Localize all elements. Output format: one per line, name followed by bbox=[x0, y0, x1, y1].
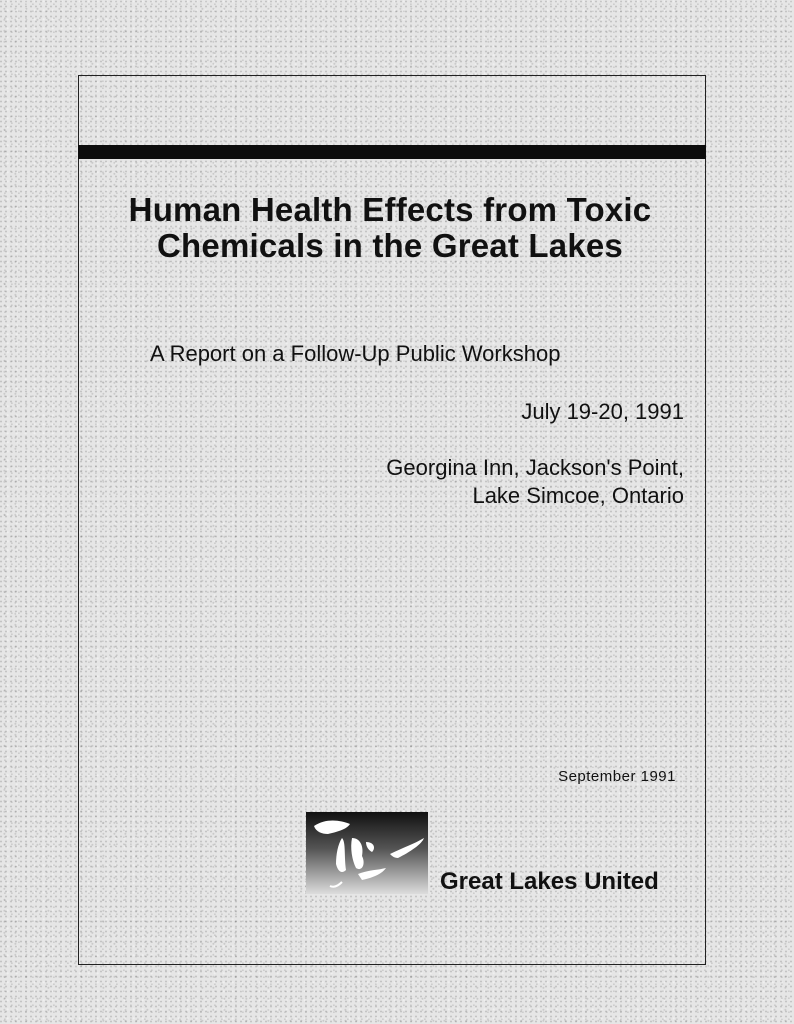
great-lakes-map-icon bbox=[306, 812, 428, 894]
report-subtitle: A Report on a Follow-Up Public Workshop bbox=[150, 341, 561, 366]
title-line-2: Chemicals in the Great Lakes bbox=[157, 227, 623, 264]
workshop-dates: July 19-20, 1991 bbox=[521, 399, 684, 424]
venue-line-1: Georgina Inn, Jackson's Point, bbox=[386, 455, 684, 480]
title-line-1: Human Health Effects from Toxic bbox=[128, 191, 652, 228]
header-bar bbox=[78, 145, 706, 159]
publication-date: September 1991 bbox=[558, 768, 676, 785]
organization-name: Great Lakes United bbox=[440, 868, 659, 895]
venue-line-2: Lake Simcoe, Ontario bbox=[472, 483, 684, 508]
